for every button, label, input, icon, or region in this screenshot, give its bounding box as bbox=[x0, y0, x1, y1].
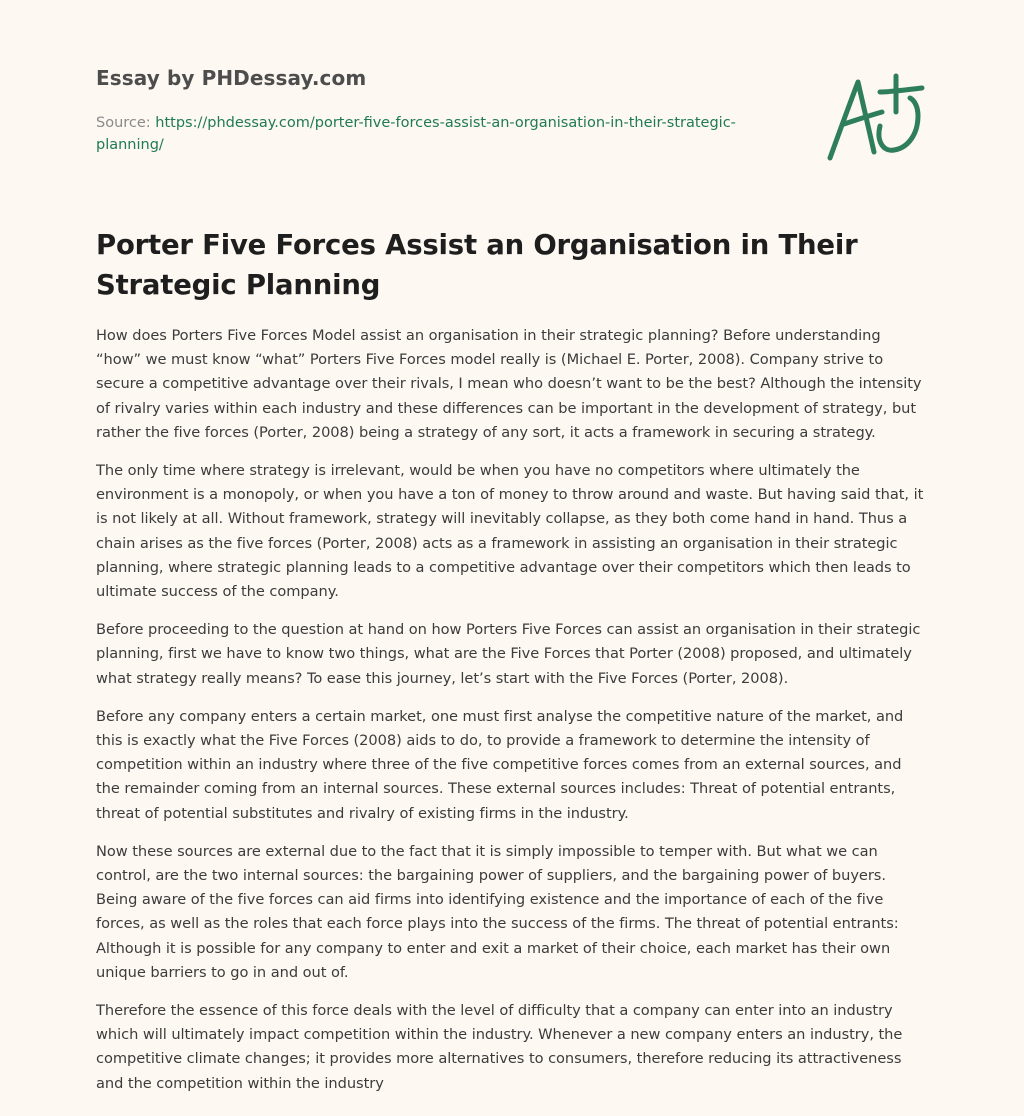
site-brand: Essay by PHDessay.com bbox=[96, 66, 367, 90]
paragraph: The only time where strategy is irrelevant, would be when you have no competitors where ultimately the environment is a monopoly, or when you have a ton of money to throw around and waste. But having said that, it is not likely at all. Without framework, strategy will inevitably collapse, as they both come hand in hand. Thus a chain arises as the five forces (Porter, 2008) acts as a framework in assisting an organisation in their strategic planning, where strategic planning leads to a competitive advantage over their competitors which then leads to ultimate success of the company. bbox=[96, 462, 924, 601]
source-line bbox=[96, 112, 736, 156]
paragraph: How does Porters Five Forces Model assist an organisation in their strategic planning? Before understanding “how” we must know “what” Porters Five Forces model really is (Michael E. Porter, 2008). Company strive to secure a competitive advantage over their rivals, I mean who doesn’t want to be the best? Although the intensity of rivalry varies within each industry and these differences can be important in the development of strategy, but rather the five forces (Porter, 2008) being a strategy of any sort, it acts a framework in securing a strategy. bbox=[96, 327, 922, 441]
paragraph: Before proceeding to the question at hand on how Porters Five Forces can assist an organisation in their strategic planning, first we have to know two things, what are the Five Forces that Porter (2008) proposed, and ultimately what strategy really means? To ease this journey, let’s start with the Five Forces (Porter, 2008). bbox=[96, 621, 921, 687]
source-label: Source: bbox=[96, 115, 151, 131]
essay-title: Porter Five Forces Assist an Organisation in Their Strategic Planning bbox=[96, 229, 858, 301]
paragraph: Therefore the essence of this force deals with the level of difficulty that a company can enter into an industry which will ultimately impact competition within the industry. Whenever a new company enters an industry, the competitive climate changes; it provides more alternatives to consumers, therefore reducing its attractiveness and the competition within the industry bbox=[96, 1002, 903, 1092]
essay-body bbox=[96, 324, 928, 1110]
a-plus-logo-icon bbox=[824, 66, 928, 166]
paragraph: Now these sources are external due to the fact that it is simply impossible to temper with. But what we can control, are the two internal sources: the bargaining power of suppliers, and the bargaining power of buyers. Being aware of the five forces can aid firms into identifying existence and the importance of each of the five forces, as well as the roles that each force plays into the success of the firms. The threat of potential entrants: Although it is possible for any company to enter and exit a market of their choice, each market has their own unique barriers to go in and out of. bbox=[96, 842, 899, 981]
source-link[interactable]: https://phdessay.com/porter-five-forces-assist-an-organisation-in-their-strategic-planning/ bbox=[96, 115, 736, 153]
paragraph: Before any company enters a certain market, one must first analyse the competitive nature of the market, and this is exactly what the Five Forces (2008) aids to do, to provide a framework to determine the intensity of competition within an industry where three of the five competitive forces comes from an external sources, and the remainder coming from an internal sources. These external sources includes: Threat of potential entrants, threat of potential substitutes and rivalry of existing firms in the industry. bbox=[96, 707, 904, 822]
